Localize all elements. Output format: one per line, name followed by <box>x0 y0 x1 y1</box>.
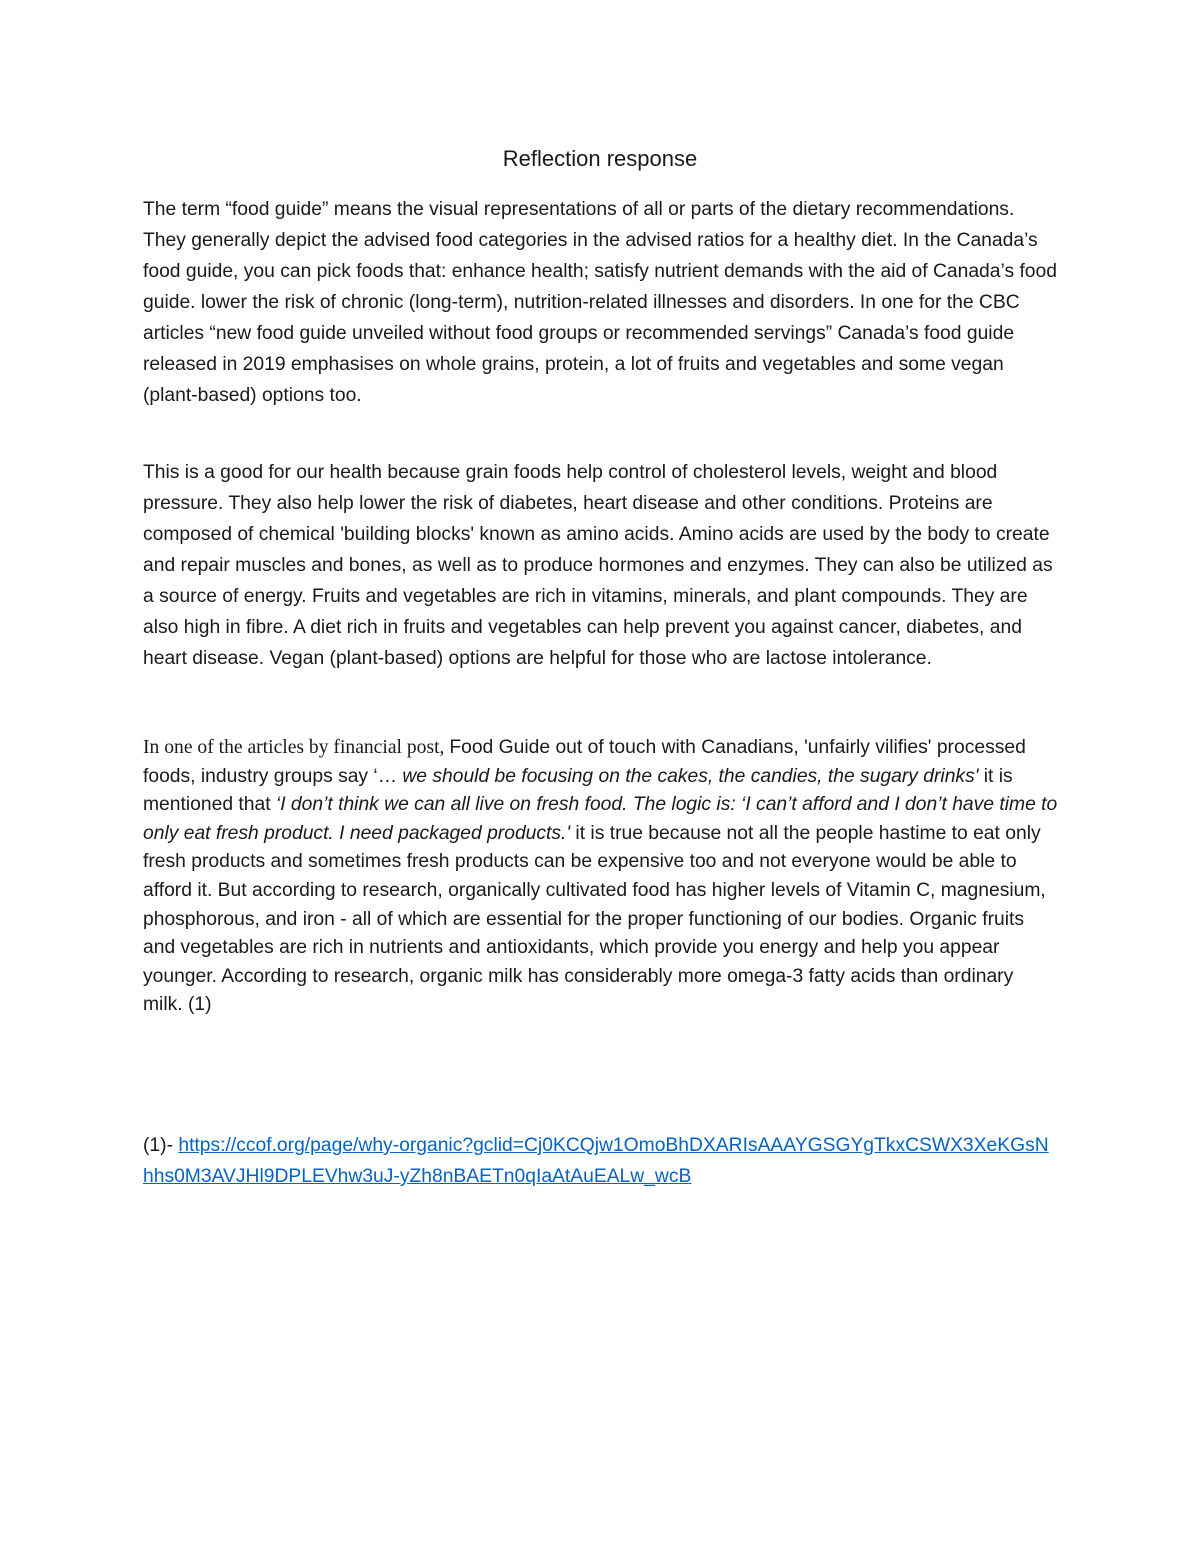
reference-label: (1)- <box>143 1135 179 1156</box>
paragraph-health-benefits: This is a good for our health because grain foods help control of cholesterol levels, weight and blood pressure. They also help lower the risk of diabetes, heart disease and other conditions. Proteins are composed of chemical 'building blocks' known as amino acids. Amino acids are used by the body to create and repair muscles and bones, as well as to produce hormones and enzymes. They can also be utilized as a source of energy. Fruits and vegetables are rich in vitamins, minerals, and plant compounds. They are also high in fibre. A diet rich in fruits and vegetables can help prevent you against cancer, diabetes, and heart disease. Vegan (plant-based) options are helpful for those who are lactose intolerance. <box>143 462 1053 669</box>
paragraph-food-guide-definition: The term “food guide” means the visual representations of all or parts of the dietary recommendations. They generally depict the advised food categories in the advised ratios for a healthy diet. In the Canada’s food guide, you can pick foods that: enhance health; satisfy nutrient demands with the aid of Canada’s food guide. lower the risk of chronic (long-term), nutrition-related illnesses and disorders. In one for the CBC articles “new food guide unveiled without food groups or recommended servings” Canada’s food guide released in 2019 emphasises on whole grains, protein, a lot of fruits and vegetables and some vegan (plant-based) options too. <box>143 199 1057 406</box>
bridge-text: it is mentioned that <box>143 765 1013 816</box>
quote-fresh-food: ‘I don’t think we can all live on fresh food. The logic is: ‘I can’t afford and I don’t have time to only eat fresh product. I need packaged products.' <box>143 794 1058 844</box>
paragraph-financial-post-article <box>143 734 1058 1020</box>
paragraph-body-text: it is true because not all the people hastime to eat only fresh products and sometimes fresh products can be expensive too and not everyone would be able to afford it. But according to research, organically cultivated food has higher levels of Vitamin C, magnesium, phosphorous, and iron - all of which are essential for the proper functioning of our bodies. Organic fruits and vegetables are rich in nutrients and antioxidants, which provide you energy and help you appear younger. According to research, organic milk has considerably more omega-3 fatty acids than ordinary milk. (1) <box>143 822 1046 1016</box>
reference-citation <box>143 1130 1058 1192</box>
paragraph-lead-text: In one of the articles by financial post, <box>143 737 450 758</box>
document-title: Reflection response <box>502 146 698 171</box>
article-title: Food Guide out of touch with Canadians, 'unfairly vilifies' processed foods, industry groups say ‘… <box>143 737 1026 787</box>
quote-cakes-candies: we should be focusing on the cakes, the candies, the sugary drinks' <box>402 765 979 787</box>
reference-link[interactable]: https://ccof.org/page/why-organic?gclid=Cj0KCQjw1OmoBhDXARIsAAAYGSGYgTkxCSWX3XeKGsNhhs0M3AVJHl9DPLEVhw3uJ-yZh8nBAETn0qIaAtAuEALw_wcB <box>143 1135 1049 1187</box>
